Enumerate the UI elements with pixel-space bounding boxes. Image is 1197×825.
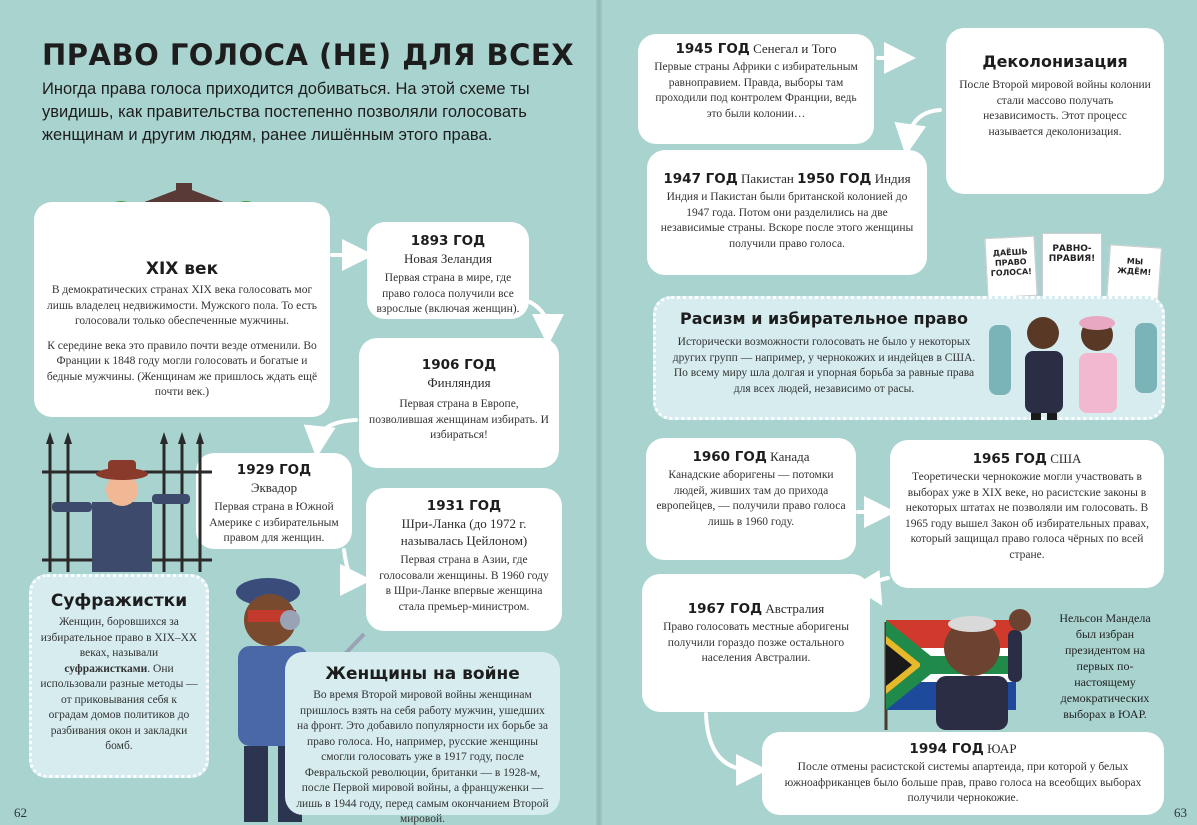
card-place: США: [1050, 451, 1082, 466]
card-text: Теоретически чернокожие могли участвовать в выборах уже в XIX веке, но расистские законы в некоторых штатах не позволяли им голосовать. В 1965 году вышел Закон об избирательных правах, который защищал право голоса чёрных по всей стране.: [905, 471, 1149, 561]
suffragettes-text-part: Женщин, боровшихся за избирательное право в XIX–XX веках, называли: [40, 616, 198, 659]
card-decolonization-text: После Второй мировой войны колонии стали массово получать независимость. Этот процесс называется деколонизация.: [959, 79, 1151, 138]
card-year: 1950 ГОД: [797, 171, 872, 187]
card-text: Канадские аборигены — потомки людей, живших там до прихода европейцев, — получили право голоса лишь в 1960 году.: [656, 469, 846, 528]
arrow-down-right: [344, 550, 356, 580]
page-title: ПРАВО ГОЛОСА (НЕ) ДЛЯ ВСЕХ: [42, 38, 575, 72]
card-women-at-war-text: Во время Второй мировой войны женщинам пришлось взять на себя работу мужчин, ушедших на фронт. Это добавило популярности их борьбе за право голоса. Но, например, русские женщины смогли голосовать уже в 1917 году, после Февральской революции, британки — в 1928-м, после Первой мировой войны, а француженки — лишь в 1944 году, перед самым окончанием Второй мировой.: [296, 689, 549, 825]
card-year: 1947 ГОД: [663, 171, 738, 187]
card-text: После отмены расистской системы апартеида, при которой у белых южноафриканцев было больше прав, право голоса на всеобщих выборах получили чернокожие.: [784, 761, 1142, 804]
card-place: ЮАР: [987, 741, 1017, 756]
card-place: Эквадор: [250, 480, 298, 495]
card-xix-text-1: В демократических странах XIX века голосовать мог лишь владелец недвижимости. Мужского пола. То есть голосовали только обеспеченные мужчины.: [47, 284, 317, 327]
suffragettes-text-part: . Они использовали разные методы — от приковывания себя к оградам домов политиков до разбивания окон и закладки бомб.: [40, 662, 198, 752]
card-year: 1994 ГОД: [909, 741, 984, 757]
card-xix-title: XIX век: [145, 259, 219, 279]
card-place: Шри-Ланка (до 1972 г. называлась Цейлоном): [400, 516, 528, 548]
card-text: Право голосовать местные аборигены получили гораздо позже остального населения Австралии.: [663, 621, 849, 664]
protest-sign: РАВНО-ПРАВИЯ!: [1042, 233, 1102, 298]
card-year: 1965 ГОД: [972, 451, 1047, 467]
card-xix-text-2: К середине века это правило почти везде отменили. Во Франции к 1848 году могли голосовать и богатые и бедные мужчины. (Женщинам же пришлось ждать ещё почти век.): [46, 339, 318, 398]
protest-sign: МЫ ЖДЁМ!: [1106, 244, 1162, 305]
card-racism-text: Исторически возможности голосовать не было у некоторых других групп — например, у чернокожих и индейцев в США. По всему миру шла долгая и упорная борьба за равные права для всех людей, независимо от расы.: [672, 336, 976, 395]
card-text: Первые страны Африки с избирательным равноправием. Правда, выборы там проходили под контролем Франции, ведь это были колонии…: [654, 61, 858, 120]
card-place: Австралия: [765, 601, 825, 616]
arrow-down: [530, 302, 548, 330]
card-racism-title: Расизм и избирательное право: [680, 309, 968, 328]
card-text: Первая страна в Азии, где голосовали женщины. В 1960 году в Шри-Ланке впервые женщина стала премьер-министром.: [379, 554, 549, 613]
mandela-caption: Нельсон Мандела был избран президентом на первых по-настоящему демократических выборах в ЮАР.: [1059, 611, 1151, 721]
page-number-right: 63: [1174, 805, 1187, 820]
card-text: Индия и Пакистан были британской колонией до 1947 года. Потом они разделились на две независимые страны. Вскоре после этого женщины получили право голоса.: [660, 191, 914, 250]
protest-sign: ДАЁШЬ ПРАВО ГОЛОСА!: [984, 236, 1037, 299]
suffragettes-term: суфражистками: [64, 662, 148, 675]
card-place: Финляндия: [427, 375, 491, 390]
card-place: Сенегал и Того: [753, 41, 837, 56]
arrow-down-left: [873, 578, 888, 592]
card-text: Первая страна в Европе, позволившая женщинам избирать. И избираться!: [369, 398, 549, 441]
card-year: 1906 ГОД: [421, 357, 497, 373]
card-text: Первая страна в мире, где право голоса получили все взрослые (включая женщин).: [376, 272, 520, 315]
page-number-left: 62: [14, 805, 27, 820]
arrow-down-left: [908, 110, 940, 140]
card-place: Пакистан: [741, 171, 794, 186]
card-women-at-war-title: Женщины на войне: [325, 664, 520, 684]
card-decolonization-title: Деколонизация: [982, 52, 1128, 71]
card-place: Индия: [874, 171, 911, 186]
card-place: Новая Зеландия: [404, 251, 492, 266]
card-year: 1931 ГОД: [426, 498, 502, 514]
card-year: 1893 ГОД: [410, 233, 486, 249]
intro-text: Иногда права голоса приходится добиваться. На этой схеме ты увидишь, как правительства постепенно позволяли голосовать женщинам и другим людям, ранее лишённым этого права.: [42, 80, 530, 144]
card-suffragettes-title: Суфражистки: [50, 591, 188, 611]
card-text: Первая страна в Южной Америке с избирательным правом для женщин.: [209, 501, 339, 544]
card-place: Канада: [770, 449, 810, 464]
card-year: 1945 ГОД: [675, 41, 750, 57]
card-year: 1967 ГОД: [687, 601, 763, 617]
arrow-down-left: [318, 420, 356, 442]
card-year: 1929 ГОД: [236, 462, 312, 478]
arrow-down-right: [706, 714, 752, 770]
card-year: 1960 ГОД: [692, 449, 767, 465]
